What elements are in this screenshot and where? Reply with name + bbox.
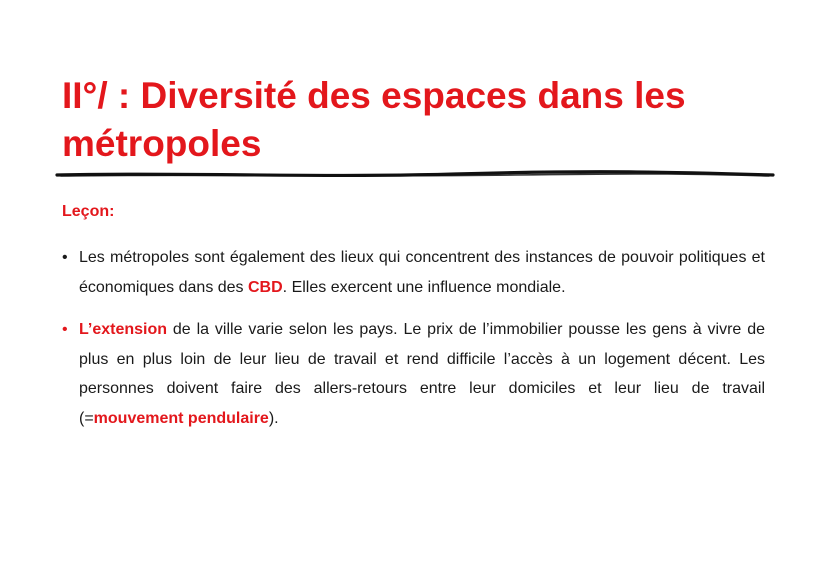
slide-title: II°/ : Diversité des espaces dans les métropoles <box>62 75 686 164</box>
bullet-text: Les métropoles sont également des lieux qui concentrent des instances de pouvoir politiques et économiques dans des <box>79 249 765 296</box>
highlight-term: mouvement pendulaire <box>93 409 269 427</box>
bullet-text: ). <box>268 409 279 427</box>
highlight-term: CBD <box>248 278 283 296</box>
bullet-item <box>62 243 765 302</box>
highlight-term: L’extension <box>79 321 168 338</box>
bullet-marker: • <box>62 321 68 338</box>
bullet-marker: • <box>62 249 68 266</box>
bullet-item <box>62 315 765 433</box>
section-label: Leçon: <box>62 203 115 220</box>
bullet-text: de la ville varie selon les pays. Le prix de l’immobilier pousse les gens à vivre de plus en plus loin de leur lieu de travail et rend difficile l’accès à un logement décent. Les personnes doivent faire des allers-retours entre leur domiciles et leur lieu de travail (= <box>79 321 765 427</box>
bullet-text: . Elles exercent une influence mondiale. <box>282 278 566 296</box>
title-underline <box>55 166 775 182</box>
bullet-list <box>62 243 765 433</box>
